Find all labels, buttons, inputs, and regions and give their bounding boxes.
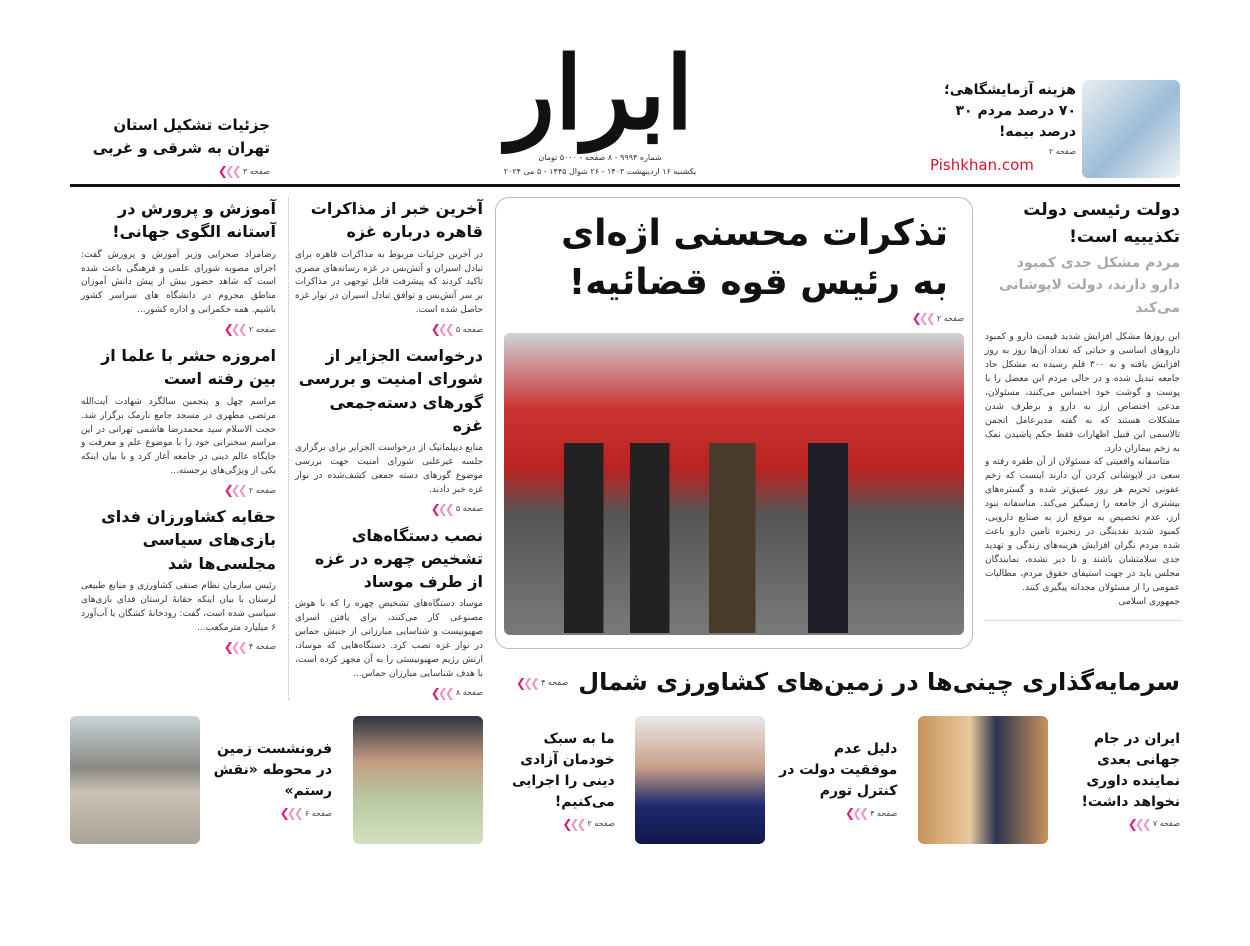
page-ref: صفحه ۲: [936, 313, 964, 323]
editorial-subtitle: مردم مشکل جدی کمبود دارو دارند، دولت لاپوشانی می‌کند: [999, 254, 1180, 316]
page-ref: صفحه ۳: [242, 166, 270, 176]
main-photo: [504, 333, 964, 635]
bottom-title: ایران در جام جهانی بعدی نماینده داوری نخواهد داشت!: [1081, 730, 1180, 810]
page-link[interactable]: [295, 686, 483, 700]
main-story[interactable]: [495, 197, 973, 649]
page-ref: صفحه ۴: [870, 808, 898, 818]
story-title[interactable]: نصب دستگاه‌های تشخیص چهره در غزه از طرف موساد: [314, 525, 483, 592]
chevron-icon: ❮❮❮: [217, 164, 239, 179]
story-body: منابع دیپلماتیک از درخواست الجزایر برای برگزاری جلسه غیرعلنی شورای امنیت جهت بررسی موضوع گورهای دسته جمعی کشف‌شده در نوار غزه خبر دادند.: [295, 443, 483, 495]
top-left-title[interactable]: جزئیات تشکیل استان تهران به شرقی و غربی: [92, 115, 270, 157]
page-ref: صفحه ۲: [587, 819, 615, 829]
page-link[interactable]: [491, 817, 615, 831]
page-link[interactable]: [295, 322, 483, 336]
page-ref: صفحه ۲: [248, 324, 276, 334]
lab-photo: [1082, 80, 1180, 178]
page-link[interactable]: [208, 806, 332, 820]
page-link[interactable]: [81, 640, 276, 654]
police-chief-photo: [353, 716, 483, 844]
chevron-icon: ❮❮❮: [1127, 816, 1149, 831]
story: [81, 344, 276, 497]
story-title[interactable]: درخواست الجزایر از شورای امنیت و بررسی گورهای دسته‌جمعی غزه: [298, 346, 483, 435]
page-link[interactable]: [516, 676, 568, 690]
chevron-icon: ❮❮❮: [223, 483, 245, 498]
bottom-row: [70, 716, 1180, 854]
watermark-text: Pishkhan.com: [930, 156, 1034, 175]
bottom-item[interactable]: [635, 716, 897, 844]
story: [81, 505, 276, 653]
page-link[interactable]: [81, 483, 276, 497]
bottom-item[interactable]: [70, 716, 332, 844]
top-left-teaser[interactable]: [70, 114, 270, 179]
editorial: [985, 197, 1180, 621]
page-ref: صفحه ۴: [541, 678, 569, 688]
chevron-icon: ❮❮❮: [562, 816, 584, 831]
page-ref: صفحه ۲: [1048, 147, 1076, 157]
subsidence-photo: [70, 716, 200, 844]
issue-line: شماره ۹۹۹۴ - ۸ صفحه - ۵۰۰۰ تومان: [538, 153, 662, 162]
top-stories: [495, 197, 1180, 649]
top-right-page: [930, 147, 1076, 156]
story-body: موساد دستگاه‌های تشخیص چهره را که با هوش مصنوعی کار می‌کنند، برای یافتن اسرای صهیونیست و شناسایی مبارزانی از جنبش حماس در نوار غزه نصب کرد. دستگاه‌هایی که موساد، ارتش رژیم صهیونیستی را به آن مجهز کرده است، با هدف شناسایی مبارزان حماس...: [295, 599, 483, 679]
top-left-page: [70, 164, 270, 178]
main-headline[interactable]: تذکرات محسنی اژه‌ای به رئیس قوه قضائیه!: [561, 213, 948, 303]
page-ref: صفحه ۴: [248, 642, 276, 652]
story: [295, 524, 483, 700]
page-link[interactable]: [295, 502, 483, 516]
page-ref: صفحه ۵: [455, 324, 483, 334]
page-link[interactable]: [773, 806, 897, 820]
page-ref: صفحه ۷: [1152, 819, 1180, 829]
page-link[interactable]: [1056, 817, 1180, 831]
official-photo: [635, 716, 765, 844]
editorial-body: این روزها مشکل افزایش شدید قیمت دارو و کمبود داروهای اساسی و حیاتی که تعداد آن‌ها روز به روز افزایش یافته و به ۳۰۰ قلم رسیده به مشکل حاد جامعه تبدیل شده و در حالی مردم این معضل را با پوست و گوشت خود احساس می‌کنند، مسئولان، مدعی اختصاص ارز به دارو و برطرف شدن مشکلات هستند که به گفته مدیرعامل انجمن تالاسمی این قبیل اظهارات فقط حکم پاشیدن نمک به زخم بیماران دارد.: [985, 332, 1180, 454]
story-body: مراسم چهل و پنجمین سالگرد شهادت آیت‌الله مرتضی مطهری در مسجد جامع نارمک برگزار شد. حجت الاسلام سید محمدرضا هاشمی تهرانی در این مراسم سخنرانی خود را با موضوع علم و معرفت و جایگاه عالم دینی در جامعه آغاز کرد و با بیان اینکه یکی از ویژگی‌های برجسته...: [81, 396, 276, 477]
bottom-item[interactable]: [918, 716, 1180, 844]
right-block: [495, 197, 1180, 700]
top-right-teaser[interactable]: [930, 80, 1180, 178]
content: [70, 197, 1180, 700]
bottom-title: دلیل عدم موفقیت دولت در کنترل تورم: [779, 741, 898, 800]
story-title[interactable]: امروزه حشر با علما از بین رفته است: [101, 346, 276, 389]
story-title[interactable]: آموزش و پرورش در آستانه الگوی جهانی!: [112, 199, 276, 242]
date-line: یکشنبه ۱۶ اردیبهشت ۱۴۰۳ - ۲۶ شوال ۱۴۴۵ - ۵ می ۲۰۲۴: [503, 166, 697, 176]
chevron-icon: ❮❮❮: [430, 322, 452, 337]
editorial-source: جمهوری اسلامی: [1118, 596, 1180, 607]
main-page: [504, 311, 964, 325]
referee-photo: [918, 716, 1048, 844]
page-ref: صفحه ۸: [455, 688, 483, 698]
story: [295, 344, 483, 516]
top-right-title[interactable]: هزینه آزمایشگاهی؛ ۷۰ درصد مردم ۳۰ درصد بیمه!: [944, 82, 1076, 141]
chevron-icon: ❮❮❮: [223, 639, 245, 654]
story: [81, 197, 276, 336]
chevron-icon: ❮❮❮: [845, 806, 867, 821]
bottom-title: فرونشست زمین در محوطه «نقش رستم»: [213, 741, 333, 800]
page-ref: صفحه ۶: [304, 808, 333, 818]
page-link[interactable]: [81, 322, 276, 336]
chevron-icon: ❮❮❮: [911, 311, 933, 326]
front-page: [70, 0, 1180, 854]
logo: ابرار: [506, 34, 694, 152]
divider: [985, 620, 1180, 621]
chevron-icon: ❮❮❮: [515, 675, 538, 690]
bottom-title: ما به سبک خودمان آزادی دینی را اجرایی می‌کنیم!: [511, 730, 615, 810]
story: [295, 197, 483, 336]
chevron-icon: ❮❮❮: [430, 501, 452, 516]
page-ref: صفحه ۵: [455, 504, 483, 514]
chevron-icon: ❮❮❮: [223, 322, 245, 337]
page-ref: صفحه ۲: [248, 485, 276, 495]
column-1: [81, 197, 276, 653]
chevron-icon: ❮❮❮: [430, 685, 452, 700]
masthead-rule: [70, 184, 1180, 187]
logo-block: [450, 36, 750, 178]
story-body: رئیس سازمان نظام صنفی کشاورزی و منابع طبیعی لرستان با بیان اینکه حقابهٔ لرستان فدای بازی‌های سیاسی شده است، گفت: رودخانهٔ کشگان با آب‌آورد ۶ میلیارد مترمکعب...: [81, 580, 276, 633]
banner[interactable]: [495, 665, 1180, 700]
chevron-icon: ❮❮❮: [279, 806, 301, 821]
watermark: [930, 156, 1076, 174]
people-silhouettes: [564, 443, 894, 633]
masthead: [70, 36, 1180, 184]
story-body: در آخرین جزئیات مربوط به مذاکرات قاهره برای تبادل اسیران و آتش‌بس در غزه رسانه‌های مصری تاکید کردند که پیشرفت قابل توجهی در مذاکرات بر سر آتش‌بس و توافق تبادل اسیران در نوار غزه حاصل شده است.: [295, 249, 483, 316]
editorial-title[interactable]: دولت رئیسی دولت تکذیبیه است!: [1023, 200, 1180, 247]
bottom-item[interactable]: [353, 716, 615, 844]
story-body: رضامراد صحرایی وزیر آموزش و پرورش گفت: اجرای مصوبه شورای علمی و فرهنگی باعث شده است که شاهد حضور بیش از پیش دانش آموزان مناطق محروم در دانشگاه های سراسر کشور باشیم. همه حکمرانی و اداره کشور...: [81, 249, 276, 316]
story-title[interactable]: آخرین خبر از مذاکرات قاهره درباره غزه: [310, 199, 483, 242]
editorial-body: متاسفانه واقعیتی که مسئولان از آن طفره رفته و سعی در لاپوشانی کردن آن دارند اینست که زخم عفونی تحریم هر روز عمیق‌تر شده و گستره‌های بیشتری از جامعه را زمینگیر می‌کند. متاسفانه نبود ارز، عدم تخصیص به موقع ارز به صنایع دارویی، کمبود شدید نقدینگی در زنجیره تامین دارو باعث شده مردم نگران افزایش هزینه‌های زندگی و تهدید جدی سلامتشان باشند و تا دیر نشده، نمایندگان مجلس باید در جهت استیفای حقوق مردم، مطالبات عمومی را از مسئولان مجدانه پیگیری کنند.: [985, 457, 1180, 593]
column-2: [288, 197, 483, 700]
story-title[interactable]: حقابه کشاورزان فدای بازی‌های سیاسی مجلسی‌ها شد: [101, 507, 276, 573]
banner-headline: سرمایه‌گذاری چینی‌ها در زمین‌های کشاورزی شمال: [578, 668, 1180, 697]
